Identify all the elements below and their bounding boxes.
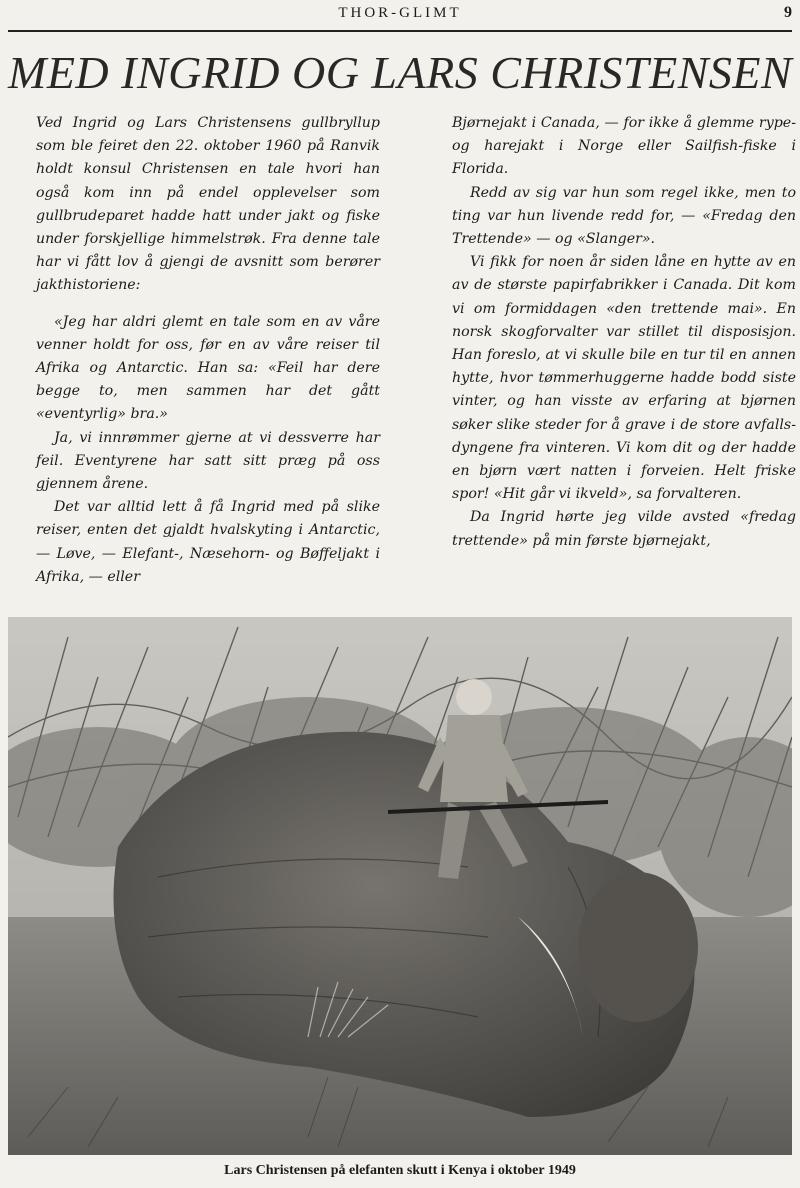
running-header [8,0,792,32]
article-title: MED INGRID OG LARS CHRISTENSEN [8,47,793,98]
paragraph: Da Ingrid hørte jeg vilde avsted «fredag trettende» på min første bjørnejakt, [452,509,796,549]
right-text-column [452,112,796,553]
paragraph: «Jeg har aldri glemt en tale som en av våre venner holdt for oss, før en av våre reiser til Afrika og Antarctic. Han sa: «Feil har dere begge to, men sammen har det gått «eventyrlig» bra.» [36,313,380,423]
paragraph: Bjørnejakt i Canada, — for ikke å glemme rype- og harejakt i Norge eller Sailfish-fiske i Florida. [452,115,796,178]
paragraph: Ja, vi innrømmer gjerne at vi dessverre har feil. Eventyrene har satt sitt præg på oss gjennem årene. [36,429,380,493]
paragraph: Redd av sig var hun som regel ikke, men to ting var hun livende redd for, — «Fredag den Trettende» — og «Slanger». [452,184,796,248]
left-text-column [36,112,380,589]
paragraph: Det var alltid lett å få Ingrid med på slike reiser, enten det gjaldt hvalskyting i Antarctic, — Løve, — Elefant-, Næsehorn- og Bøffeljakt i Afrika, — eller [36,499,380,585]
photo-illustration [8,617,792,1155]
paragraph: Vi fikk for noen år siden låne en hytte av en av de største papirfabrikker i Canada. Dit kom vi om formiddagen «den trettende mai». En norsk skogforvalter var stillet til disposisjon. Han foreslo, at vi skulle bile en tur til en annen hytte, hvor tømmerhuggerne hadde bodd siste vinter, og han visste av erfaring at bjørnen søker slike steder for å grave i de store avfalls-dyngene fra vinteren. Vi kom dit og der hadde en bjørn vært natten i forveien. Helt friske spor! «Hit går vi ikveld», sa forvalteren. [452,254,796,503]
page-number: 9 [784,4,792,21]
running-head-title: THOR-GLIMT [338,5,462,21]
photo-caption: Lars Christensen på elefanten skutt i Kenya i oktober 1949 [224,1163,576,1178]
paragraph: Ved Ingrid og Lars Christensens gullbryllup som ble feiret den 22. oktober 1960 på Ranvik holdt konsul Christensen en tale hvori han også kom inn på endel opplevelser som gullbrudeparet hadde hatt under jakt og fiske under forskjellige himmelstrøk. Fra denne tale har vi fått lov å gjengi de avsnitt som berører jakthistoriene: [36,115,380,294]
photo-hunter-on-elephant [8,617,792,1155]
